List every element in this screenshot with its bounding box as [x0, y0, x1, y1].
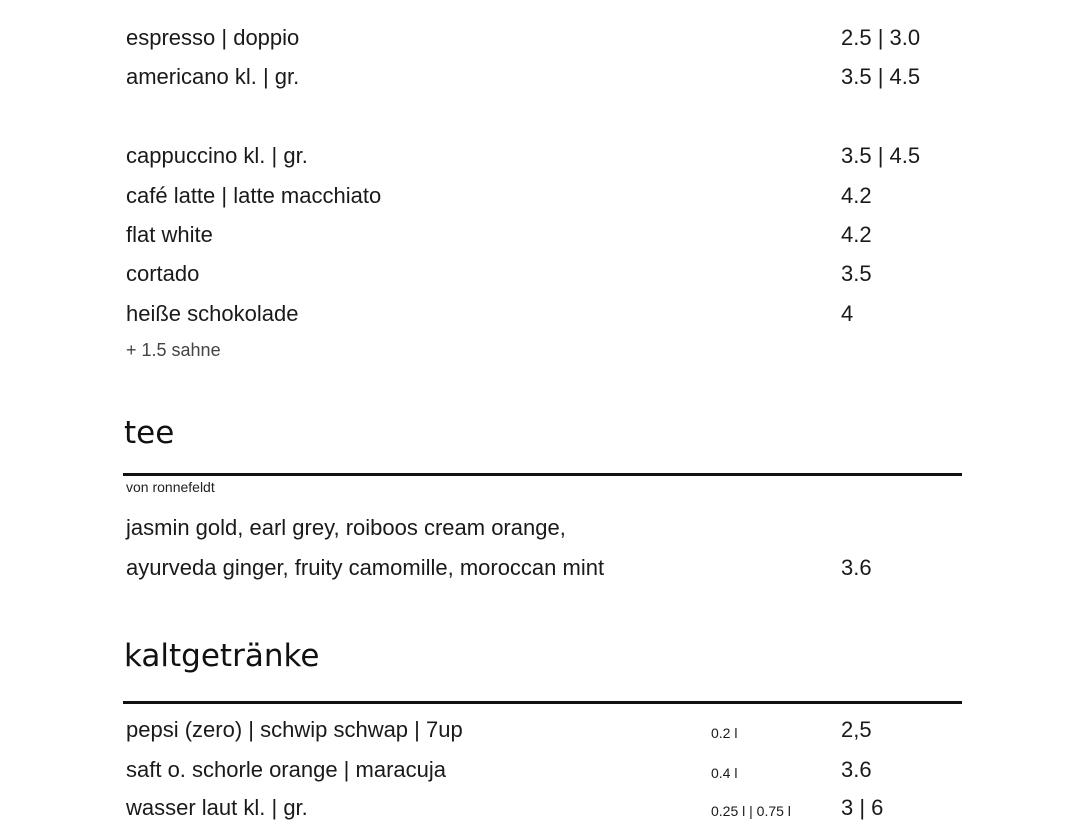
tea-varieties-line: ayurveda ginger, fruity camomille, moroccan mint: [126, 555, 605, 580]
cream-surcharge-note: + 1.5 sahne: [126, 340, 221, 360]
section-divider: [123, 473, 962, 476]
section-heading-tea: tee: [124, 415, 175, 451]
menu-item-price: 4.2: [841, 222, 872, 247]
menu-item-price: 2.5 | 3.0: [841, 25, 921, 50]
menu-item-price: 4.2: [841, 183, 872, 208]
menu-item-name: saft o. schorle orange | maracuja: [126, 757, 446, 782]
menu-item-size: 0.4 l: [711, 765, 738, 781]
menu-item-price: 3.5: [841, 261, 872, 286]
menu-item-name: cortado: [126, 261, 200, 286]
menu-item-size: 0.2 l: [711, 725, 738, 741]
milk-options-line: [126, 0, 130, 7]
menu-item-price: 4: [841, 301, 854, 326]
tea-brand-subtitle: von ronnefeldt: [126, 479, 215, 495]
menu-item-name: pepsi (zero) | schwip schwap | 7up: [126, 717, 463, 742]
menu-item-name: espresso | doppio: [126, 25, 300, 50]
menu-item-name: wasser laut kl. | gr.: [126, 795, 308, 820]
menu-item-name: café latte | latte macchiato: [126, 183, 382, 208]
menu-item-price: 3.6: [841, 757, 872, 782]
section-heading-cold-drinks: kaltgetränke: [124, 638, 320, 674]
tea-price: 3.6: [841, 555, 872, 580]
menu-item-price: 3 | 6: [841, 795, 884, 820]
menu-item-name: flat white: [126, 222, 213, 247]
tea-varieties-line: jasmin gold, earl grey, roiboos cream orange,: [126, 515, 566, 540]
menu-item-price: 3.5 | 4.5: [841, 143, 921, 168]
section-divider: [123, 701, 962, 704]
menu-item-name: americano kl. | gr.: [126, 64, 300, 89]
menu-item-name: cappuccino kl. | gr.: [126, 143, 308, 168]
menu-item-price: 3.5 | 4.5: [841, 64, 921, 89]
menu-item-size: 0.25 l | 0.75 l: [711, 803, 791, 819]
menu-item-price: 2,5: [841, 717, 872, 742]
menu-item-name: heiße schokolade: [126, 301, 299, 326]
